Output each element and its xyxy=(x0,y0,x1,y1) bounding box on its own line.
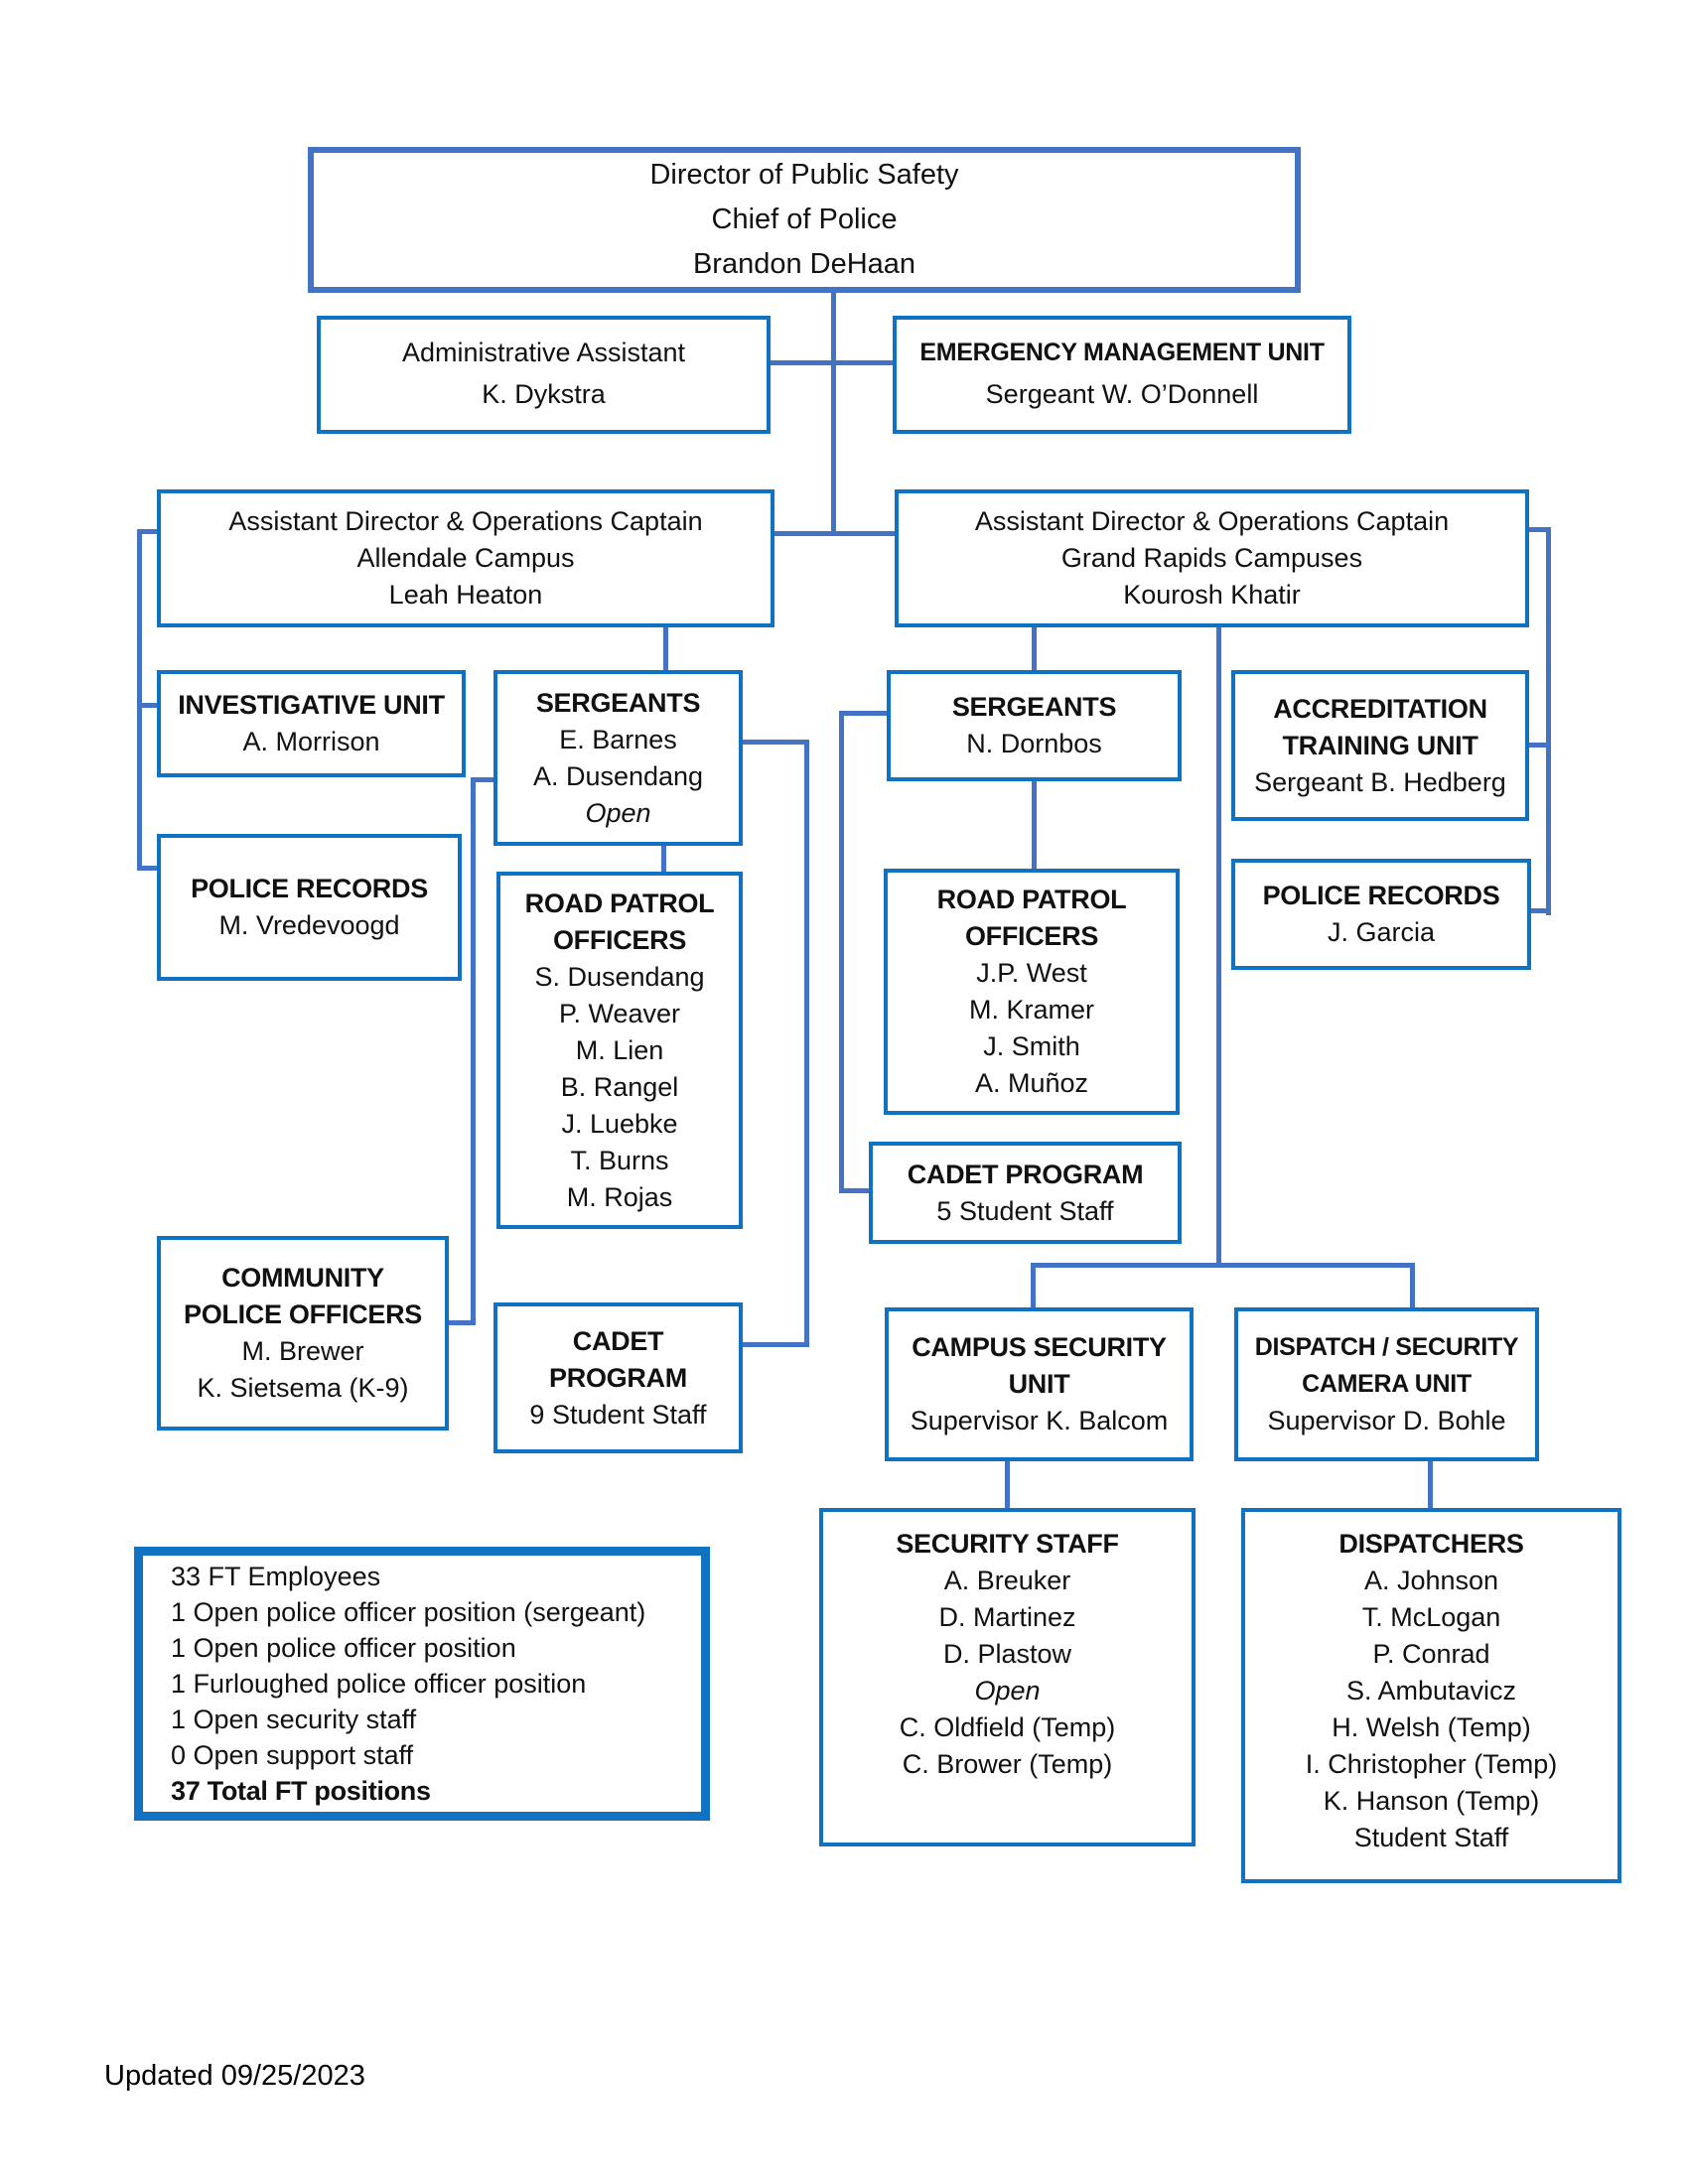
administrative-assistant-box xyxy=(317,316,771,434)
text-line: A. Johnson xyxy=(1363,1566,1499,1595)
connector-captains-link xyxy=(774,531,896,536)
text-line: P. Conrad xyxy=(1372,1639,1490,1669)
sergeants-grand-rapids-box xyxy=(887,670,1182,781)
text-line: K. Sietsema (K-9) xyxy=(197,1373,409,1403)
text-line: UNIT xyxy=(1008,1369,1070,1399)
text-line: A. Morrison xyxy=(242,727,380,756)
text-line: A. Muñoz xyxy=(974,1068,1089,1098)
text-line: 37 Total FT positions xyxy=(171,1776,431,1806)
text-line: Grand Rapids Campuses xyxy=(1060,543,1363,573)
text-line: 1 Open security staff xyxy=(171,1705,417,1734)
connector-dusendang-down xyxy=(471,777,476,1325)
text-line: 1 Furloughed police officer position xyxy=(171,1669,587,1699)
cadet-program-allendale-box xyxy=(493,1302,743,1453)
text-line: Assistant Director & Operations Captain xyxy=(228,506,703,536)
text-line: INVESTIGATIVE UNIT xyxy=(178,690,445,720)
text-line: 0 Open support staff xyxy=(171,1740,414,1770)
connector-left-bracket-vertical xyxy=(137,529,142,871)
text-line: A. Breuker xyxy=(943,1566,1071,1595)
connector-right-bracket-vertical xyxy=(1546,527,1551,915)
text-line: SECURITY STAFF xyxy=(896,1529,1119,1559)
connector-admin-emergency xyxy=(770,360,893,365)
connector-community-stub xyxy=(447,1320,476,1325)
text-line: CADET PROGRAM xyxy=(907,1159,1144,1189)
campus-security-unit-box xyxy=(885,1307,1194,1461)
sergeants-allendale-box xyxy=(493,670,743,846)
text-line: POLICE OFFICERS xyxy=(183,1299,423,1329)
text-line: H. Welsh (Temp) xyxy=(1332,1712,1531,1742)
text-line: I. Christopher (Temp) xyxy=(1305,1749,1558,1779)
text-line: POLICE RECORDS xyxy=(1262,881,1500,910)
text-line: D. Plastow xyxy=(942,1639,1072,1669)
text-line: E. Barnes xyxy=(559,724,677,754)
connector-dispatch-dispatchers xyxy=(1428,1459,1433,1510)
text-line: 9 Student Staff xyxy=(529,1399,707,1430)
text-line: Chief of Police xyxy=(711,204,898,235)
connector-right-bracket-mid-stub xyxy=(1527,743,1551,748)
police-records-grand-rapids-box xyxy=(1231,859,1531,970)
text-line: M. Rojas xyxy=(566,1181,673,1212)
text-line: J. Garcia xyxy=(1327,917,1436,947)
text-line: S. Dusendang xyxy=(534,961,705,992)
text-line: DISPATCHERS xyxy=(1338,1529,1524,1559)
text-line: Student Staff xyxy=(1353,1823,1509,1852)
text-line: K. Hanson (Temp) xyxy=(1323,1786,1540,1816)
text-line: Assistant Director & Operations Captain xyxy=(974,506,1450,536)
text-line: CADET xyxy=(572,1325,664,1356)
investigative-unit-box xyxy=(157,670,466,777)
text-line: M. Brewer xyxy=(241,1336,364,1366)
cadet-program-grand-rapids-box xyxy=(869,1142,1182,1244)
connector-barnes-down xyxy=(804,740,809,1347)
text-line: A. Dusendang xyxy=(532,760,704,791)
text-line: 1 Open police officer position (sergeant) xyxy=(171,1597,646,1627)
text-line: SERGEANTS xyxy=(535,687,701,718)
text-line: ROAD PATROL xyxy=(936,885,1127,914)
text-line: Open xyxy=(974,1676,1041,1706)
text-line: J. Smith xyxy=(983,1031,1080,1061)
text-line: COMMUNITY xyxy=(221,1263,384,1293)
allendale-captain-box xyxy=(157,489,774,627)
text-line: J. Luebke xyxy=(561,1108,678,1139)
text-line: Sergeant B. Hedberg xyxy=(1254,766,1506,797)
text-line: ROAD PATROL xyxy=(524,887,715,918)
text-line: OFFICERS xyxy=(552,924,687,955)
security-staff-box xyxy=(819,1508,1196,1846)
text-line: Supervisor D. Bohle xyxy=(1267,1406,1506,1435)
connector-left-bracket-mid-stub xyxy=(137,703,159,708)
connector-gr-sergeants xyxy=(1032,625,1037,672)
text-line: PROGRAM xyxy=(549,1362,687,1393)
connector-tee-right-down xyxy=(1410,1263,1415,1309)
text-line: J.P. West xyxy=(976,958,1087,988)
text-line: 1 Open police officer position xyxy=(171,1633,516,1663)
connector-left-bracket-top-stub xyxy=(137,529,159,534)
connector-left-bracket-bottom-stub xyxy=(137,866,159,871)
accreditation-training-unit-box xyxy=(1231,670,1529,821)
text-line: C. Brower (Temp) xyxy=(902,1749,1113,1779)
text-line: M. Lien xyxy=(575,1034,664,1065)
text-line: CAMERA UNIT xyxy=(1302,1370,1472,1398)
text-line: DISPATCH / SECURITY xyxy=(1254,1333,1519,1361)
text-line: T. Burns xyxy=(570,1145,669,1175)
connector-gr-long-down xyxy=(1216,625,1221,1268)
text-line: Supervisor K. Balcom xyxy=(910,1406,1169,1435)
text-line: Leah Heaton xyxy=(388,580,543,610)
police-records-allendale-box xyxy=(157,834,462,981)
director-box xyxy=(308,147,1301,293)
text-line: P. Weaver xyxy=(558,998,681,1028)
text-line: Director of Public Safety xyxy=(649,159,959,191)
text-line: ACCREDITATION xyxy=(1273,693,1487,724)
text-line: Brandon DeHaan xyxy=(692,248,916,280)
connector-campus-securitystaff xyxy=(1005,1459,1010,1510)
connector-right-bracket-bottom-stub xyxy=(1529,908,1551,913)
text-line: S. Ambutavicz xyxy=(1345,1676,1517,1706)
connector-allendale-sergeants xyxy=(663,625,668,672)
connector-security-tee-horizontal xyxy=(1031,1263,1415,1268)
text-line: D. Martinez xyxy=(938,1602,1076,1632)
road-patrol-officers-allendale-box xyxy=(496,872,743,1229)
text-line: C. Oldfield (Temp) xyxy=(899,1712,1116,1742)
text-line: POLICE RECORDS xyxy=(191,874,428,903)
text-line: M. Kramer xyxy=(968,995,1094,1024)
text-line: Sergeant W. O’Donnell xyxy=(985,379,1259,409)
grand-rapids-captain-box xyxy=(895,489,1529,627)
text-line: Kourosh Khatir xyxy=(1123,580,1301,610)
text-line: 33 FT Employees xyxy=(171,1562,381,1591)
text-line: Allendale Campus xyxy=(356,543,575,573)
text-line: K. Dykstra xyxy=(482,379,606,409)
connector-gr-bracket-bottom-stub xyxy=(839,1188,871,1193)
staffing-summary-box xyxy=(134,1547,710,1821)
connector-sergeantsgr-roadpatrol xyxy=(1032,779,1037,871)
connector-tee-left-down xyxy=(1031,1263,1036,1309)
text-line: 5 Student Staff xyxy=(936,1195,1114,1226)
text-line: EMERGENCY MANAGEMENT UNIT xyxy=(919,339,1325,366)
community-police-officers-box xyxy=(157,1236,449,1431)
road-patrol-officers-grand-rapids-box xyxy=(884,869,1180,1115)
text-line: Open xyxy=(585,797,651,828)
dispatch-security-camera-unit-box xyxy=(1234,1307,1539,1461)
text-line: SERGEANTS xyxy=(951,692,1117,722)
text-line: B. Rangel xyxy=(560,1071,679,1102)
connector-gr-bracket-vertical xyxy=(839,711,844,1193)
emergency-management-unit-box xyxy=(893,316,1351,434)
dispatchers-box xyxy=(1241,1508,1621,1883)
text-line: T. McLogan xyxy=(1361,1602,1501,1632)
text-line: CAMPUS SECURITY xyxy=(912,1332,1167,1362)
text-line: TRAINING UNIT xyxy=(1282,730,1478,760)
text-line: M. Vredevoogd xyxy=(218,910,400,940)
text-line: N. Dornbos xyxy=(966,729,1102,758)
connector-director-down xyxy=(831,291,836,536)
text-line: OFFICERS xyxy=(964,921,1099,951)
updated-date-label: Updated 09/25/2023 xyxy=(104,2060,365,2092)
connector-sergeants-roadpatrol-a xyxy=(661,844,666,874)
text-line: Administrative Assistant xyxy=(401,338,686,367)
connector-cadet-a-stub xyxy=(741,1342,806,1347)
connector-gr-bracket-top-stub xyxy=(839,711,889,716)
